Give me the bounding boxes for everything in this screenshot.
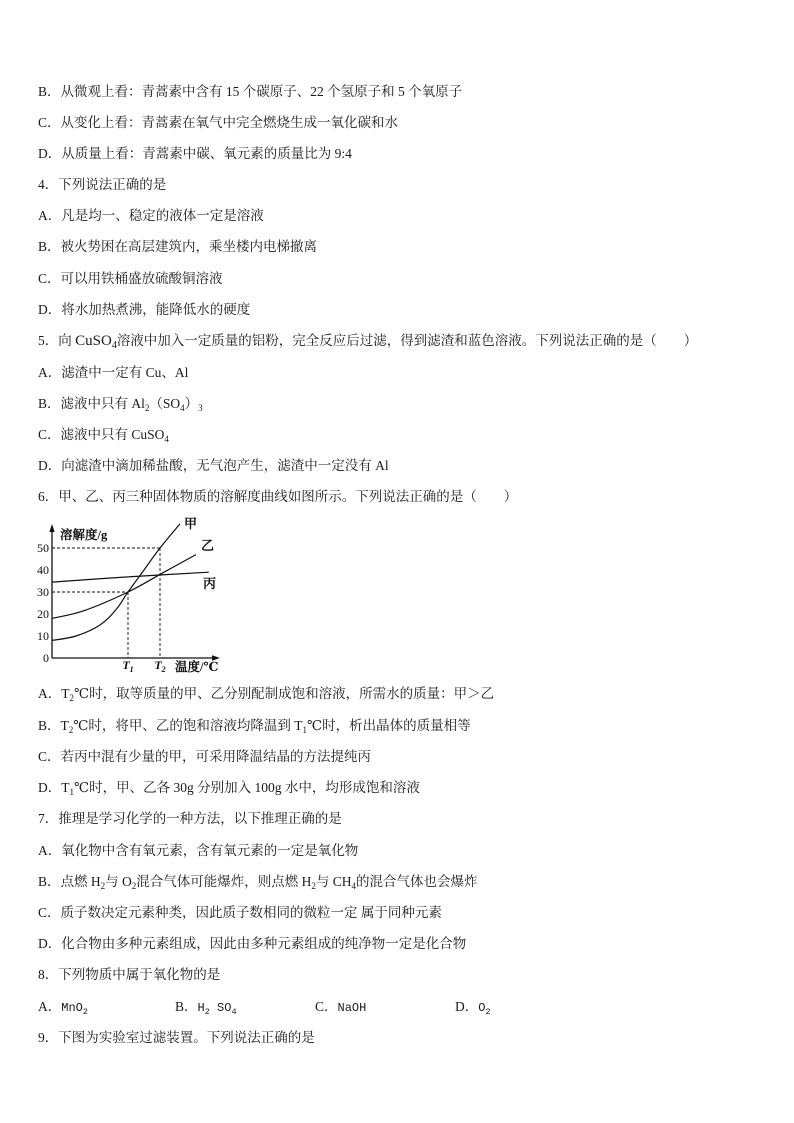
text-run: D．T	[38, 780, 70, 795]
q7-option-a: A．氧化物中含有氧元素，含有氧元素的一定是氧化物	[38, 843, 359, 858]
text-run: B．滤液中只有 Al	[38, 396, 145, 411]
q8-stem: 8．下列物质中属于氧化物的是	[38, 967, 221, 982]
series-label-jia: 甲	[184, 516, 198, 531]
formula-text: CuSO	[75, 333, 112, 349]
subscript: 4	[180, 403, 185, 413]
subscript: 4	[111, 340, 117, 351]
curve-yi	[52, 555, 196, 619]
q6-option-b	[38, 717, 471, 736]
formula-text: SO	[209, 1001, 232, 1015]
text-run: （SO	[149, 396, 181, 411]
text-run: 的混合气体也会爆炸	[356, 874, 478, 889]
subscript: 2	[485, 1007, 491, 1017]
text-run: ℃时，甲、乙各 30g 分别加入 100g 水中，均形成饱和溶液	[74, 780, 420, 795]
subscript: 4	[231, 1007, 237, 1017]
text-run: ℃时，取等质量的甲、乙分别配制成饱和溶液，所需水的质量：甲＞乙	[74, 686, 495, 701]
text-run: 溶液中加入一定质量的铝粉，完全反应后过滤，得到滤渣和蓝色溶液。下列说法正确的是（ ）	[116, 333, 698, 348]
option-letter: C．	[315, 999, 338, 1014]
y-tick-label: 30	[37, 585, 49, 599]
q6-option-d	[38, 779, 420, 798]
subscript: 3	[198, 403, 203, 413]
subscript: 2	[82, 1007, 88, 1017]
marker-letter: T	[122, 658, 130, 672]
q4-option-d: D．将水加热煮沸，能降低水的硬度	[38, 302, 251, 317]
subscript: 1	[302, 725, 307, 735]
marker-subscript: 1	[129, 665, 134, 674]
formula-text: O	[478, 1001, 486, 1015]
y-tick-label: 20	[37, 607, 49, 621]
text-run: ）	[184, 396, 199, 411]
text-run: 与 O	[105, 874, 132, 889]
marker-letter: T	[154, 658, 162, 672]
text-run: 与 CH	[315, 874, 352, 889]
q8-option-b	[175, 998, 237, 1018]
q5-option-b	[38, 395, 203, 414]
q5-option-c	[38, 426, 169, 445]
y-tick-label: 0	[43, 651, 49, 665]
subscript: 4	[351, 881, 357, 891]
text-run: B．T	[38, 718, 69, 733]
marker-label-1	[122, 658, 133, 674]
q7-option-b	[38, 873, 478, 892]
option-letter: D．	[455, 999, 479, 1014]
q5-stem	[38, 332, 697, 352]
q4-option-b: B．被火势困在高层建筑内，乘坐楼内电梯撤离	[38, 239, 318, 254]
subscript: 1	[69, 787, 74, 797]
q3-option-d: D．从质量上看：青蒿素中碳、氧元素的质量比为 9:4	[38, 146, 352, 161]
series-label-bing: 丙	[203, 576, 217, 591]
q6-stem: 6．甲、乙、丙三种固体物质的溶解度曲线如图所示。下列说法正确的是（ ）	[38, 489, 518, 504]
text-run: 5．向	[38, 333, 76, 348]
q7-stem: 7．推理是学习化学的一种方法，以下推理正确的是	[38, 811, 342, 826]
q3-option-c: C．从变化上看：青蒿素在氧气中完全燃烧生成一氧化碳和水	[38, 115, 399, 130]
text-run: ℃时，析出晶体的质量相等	[307, 718, 471, 733]
formula-text: NaOH	[337, 1001, 367, 1015]
text-run: B．点燃 H	[38, 874, 101, 889]
q4-option-c: C．可以用铁桶盛放硫酸铜溶液	[38, 271, 223, 286]
text-run: C．滤液中只有 CuSO	[38, 427, 165, 442]
marker-subscript: 2	[161, 665, 166, 674]
y-tick-label: 50	[37, 541, 49, 555]
solubility-chart	[30, 512, 230, 676]
text-run: 混合气体可能爆炸，则点燃 H	[136, 874, 312, 889]
q6-option-a	[38, 685, 494, 704]
q5-option-d: D．向滤渣中滴加稀盐酸，无气泡产生，滤渣中一定没有 Al	[38, 458, 389, 473]
subscript: 2	[131, 881, 137, 891]
subscript: 2	[204, 1007, 210, 1017]
formula-text: MnO	[61, 1001, 83, 1015]
curve-bing	[52, 572, 209, 582]
q8-option-c	[315, 998, 366, 1017]
subscript: 2	[100, 881, 106, 891]
y-axis-arrow	[49, 524, 54, 532]
text-run: A．T	[38, 686, 70, 701]
q4-stem: 4．下列说法正确的是	[38, 177, 167, 192]
y-tick-label: 10	[37, 629, 49, 643]
q8-option-d	[455, 998, 491, 1018]
text-run: ℃时，将甲、乙的饱和溶液均降温到 T	[73, 718, 303, 733]
subscript: 2	[144, 403, 150, 413]
q7-option-d: D．化合物由多种元素组成，因此由多种元素组成的纯净物一定是化合物	[38, 936, 467, 951]
q3-option-b: B．从微观上看：青蒿素中含有 15 个碳原子、22 个氢原子和 5 个氧原子	[38, 84, 463, 99]
x-axis-label: 温度/℃	[175, 660, 219, 674]
subscript: 2	[311, 881, 316, 891]
q6-option-c: C．若丙中混有少量的甲，可采用降温结晶的方法提纯丙	[38, 749, 372, 764]
subscript: 2	[69, 693, 74, 703]
formula-text: H	[197, 1001, 205, 1015]
y-tick-label: 40	[37, 563, 49, 577]
marker-label-2	[154, 658, 165, 674]
q4-option-a: A．凡是均一、稳定的液体一定是溶液	[38, 208, 264, 223]
option-letter: B．	[175, 999, 198, 1014]
q9-stem: 9．下图为实验室过滤装置。下列说法正确的是	[38, 1030, 315, 1045]
subscript: 2	[68, 725, 74, 735]
q8-option-a	[38, 998, 88, 1018]
series-label-yi: 乙	[201, 538, 215, 553]
option-letter: A．	[38, 999, 62, 1014]
q5-option-a: A．滤渣中一定有 Cu、Al	[38, 365, 189, 380]
subscript: 4	[164, 434, 169, 444]
y-axis-label: 溶解度/g	[60, 528, 108, 542]
q7-option-c: C．质子数决定元素种类，因此质子数相同的微粒一定 属于同种元素	[38, 905, 442, 920]
